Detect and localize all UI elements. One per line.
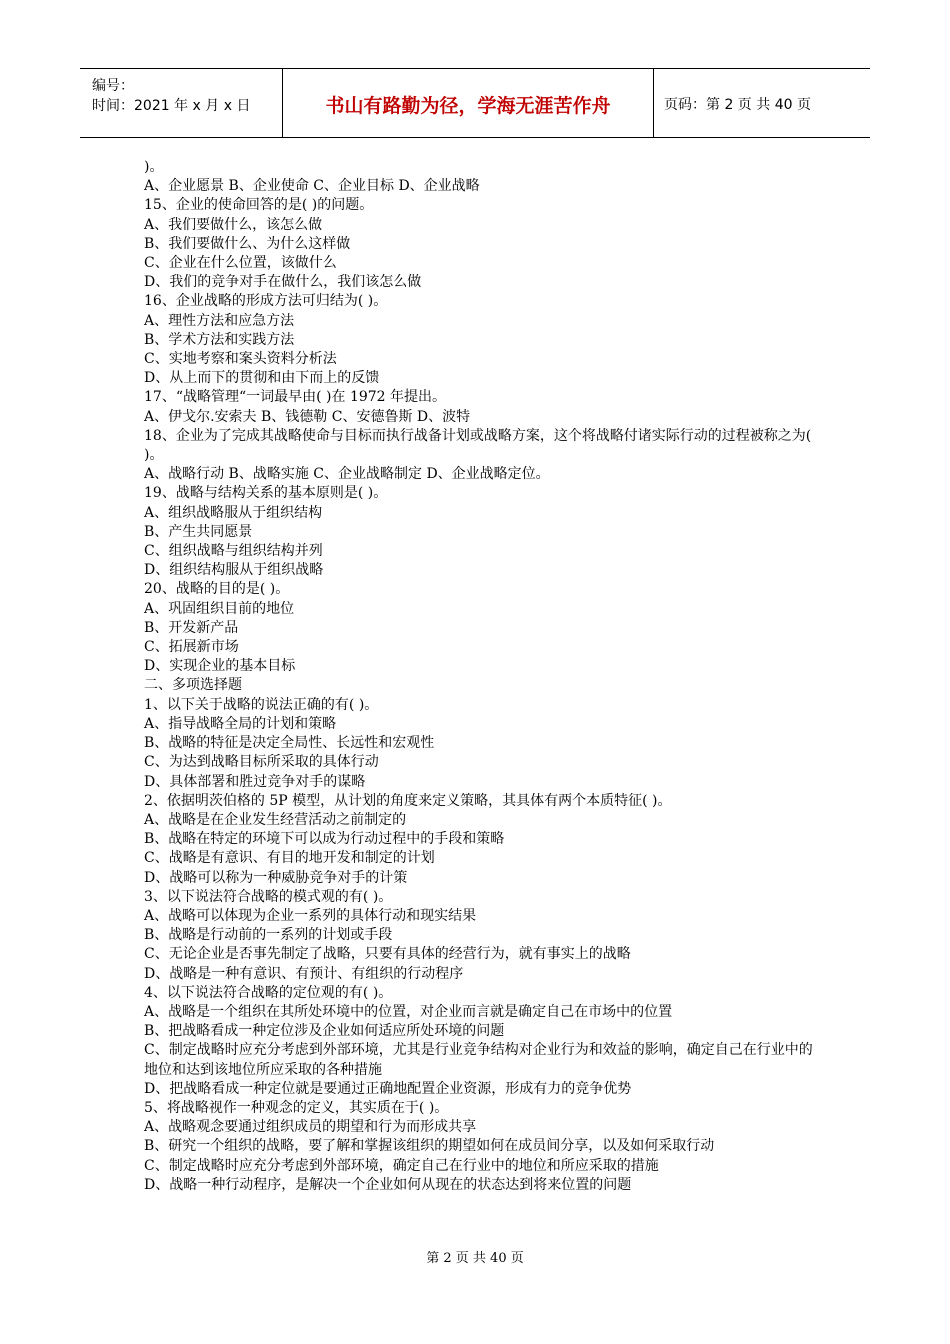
document-date: 时间：2021 年 x 月 x 日	[92, 98, 251, 114]
text-line: B、战略是行动前的一系列的计划或手段	[144, 927, 393, 944]
text-line: C、组织战略与组织结构并列	[144, 543, 323, 560]
text-line: C、制定战略时应充分考虑到外部环境，确定自己在行业中的地位和所应采取的措施	[144, 1157, 659, 1174]
text-line: D、战略是一种有意识、有预计、有组织的行动程序	[144, 965, 464, 982]
text-line: A、企业愿景 B、企业使命 C、企业目标 D、企业战略	[144, 178, 480, 195]
text-line: A、组织战略服从于组织结构	[144, 504, 323, 521]
text-line: 1、以下关于战略的说法正确的有( )。	[144, 696, 379, 713]
text-line: 15、企业的使命回答的是( )的问题。	[144, 197, 374, 214]
text-line: B、研究一个组织的战略，要了解和掌握该组织的期望如何在成员间分享，以及如何采取行动	[144, 1138, 715, 1155]
text-line: B、学术方法和实践方法	[144, 331, 295, 348]
text-line: 5、将战略视作一种观念的定义，其实质在于( )。	[144, 1099, 449, 1116]
text-line: A、战略是在企业发生经营活动之前制定的	[144, 811, 407, 828]
document-number-label: 编号：	[92, 78, 134, 94]
text-line: B、战略在特定的环境下可以成为行动过程中的手段和策略	[144, 831, 505, 848]
header-motto-cell	[283, 69, 654, 137]
text-line: 4、以下说法符合战略的定位观的有( )。	[144, 984, 393, 1001]
text-line: D、战略可以称为一种威胁竞争对手的计策	[144, 869, 408, 886]
text-line: C、战略是有意识、有目的地开发和制定的计划	[144, 850, 435, 867]
text-line: D、组织结构服从于组织战略	[144, 562, 324, 579]
text-line: D、我们的竞争对手在做什么，我们该怎么做	[144, 274, 422, 291]
text-line: D、把战略看成一种定位就是要通过正确地配置企业资源，形成有力的竞争优势	[144, 1080, 632, 1097]
header-page-cell	[654, 69, 870, 137]
text-line: A、战略是一个组织在其所处环境中的位置，对企业而言就是确定自己在市场中的位置	[144, 1003, 673, 1020]
text-line: B、把战略看成一种定位涉及企业如何适应所处环境的问题	[144, 1023, 505, 1040]
text-line: B、产生共同愿景	[144, 523, 253, 540]
text-line: D、从上而下的贯彻和由下而上的反馈	[144, 370, 380, 387]
text-line: C、拓展新市场	[144, 639, 239, 656]
header-meta-cell	[80, 69, 283, 137]
text-line: A、理性方法和应急方法	[144, 312, 295, 329]
text-line: D、实现企业的基本目标	[144, 658, 296, 675]
text-line: D、战略一种行动程序，是解决一个企业如何从现在的状态达到将来位置的问题	[144, 1176, 632, 1193]
text-line: A、指导战略全局的计划和策略	[144, 715, 337, 732]
text-line: A、我们要做什么，该怎么做	[144, 216, 323, 233]
text-line: A、战略观念要通过组织成员的期望和行为而形成共享	[144, 1119, 477, 1136]
header-motto: 书山有路勤为径，学海无涯苦作舟	[325, 95, 611, 117]
text-line: C、企业在什么位置，该做什么	[144, 255, 337, 272]
text-line: 18、企业为了完成其战略使命与目标而执行战备计划或战略方案，这个将战略付诸实际行动的过程被称之为( )。	[144, 427, 812, 464]
text-line: B、我们要做什么、为什么这样做	[144, 235, 351, 252]
text-line: 2、依据明茨伯格的 5P 模型，从计划的角度来定义策略，其具体有两个本质特征( )。	[144, 792, 672, 809]
text-line: C、制定战略时应充分考虑到外部环境，尤其是行业竞争结构对企业行为和效益的影响，确定自己在行业中的地位和达到该地位所应采取的各种措施	[144, 1042, 813, 1078]
text-line: 19、战略与结构关系的基本原则是( )。	[144, 485, 388, 502]
text-line: C、实地考察和案头资料分析法	[144, 351, 337, 368]
text-line: B、战略的特征是决定全局性、长远性和宏观性	[144, 735, 435, 752]
text-line: A、巩固组织目前的地位	[144, 600, 295, 617]
page-footer: 第 2 页 共 40 页	[426, 1251, 524, 1266]
text-line: C、无论企业是否事先制定了战略，只要有具体的经营行为，就有事实上的战略	[144, 946, 631, 963]
text-line: 二、多项选择题	[144, 677, 242, 694]
header-page-info: 页码：第 2 页 共 40 页	[664, 97, 811, 113]
text-line: 16、企业战略的形成方法可归结为( )。	[144, 293, 388, 310]
document-body	[144, 158, 814, 1195]
text-line: A、伊戈尔.安索夫 B、钱德勒 C、安德鲁斯 D、波特	[144, 408, 471, 425]
text-line: 20、战略的目的是( )。	[144, 581, 290, 598]
text-line: C、为达到战略目标所采取的具体行动	[144, 754, 379, 771]
text-line: A、战略可以体现为企业一系列的具体行动和现实结果	[144, 907, 477, 924]
page-header	[80, 68, 870, 138]
text-line: A、战略行动 B、战略实施 C、企业战略制定 D、企业战略定位。	[144, 466, 550, 483]
text-line: 17、“战略管理“一词最早由( )在 1972 年提出。	[144, 389, 447, 406]
text-line: B、开发新产品	[144, 619, 239, 636]
text-line: 3、以下说法符合战略的模式观的有( )。	[144, 888, 393, 905]
text-line: )。	[144, 159, 164, 175]
text-line: D、具体部署和胜过竞争对手的谋略	[144, 773, 366, 790]
